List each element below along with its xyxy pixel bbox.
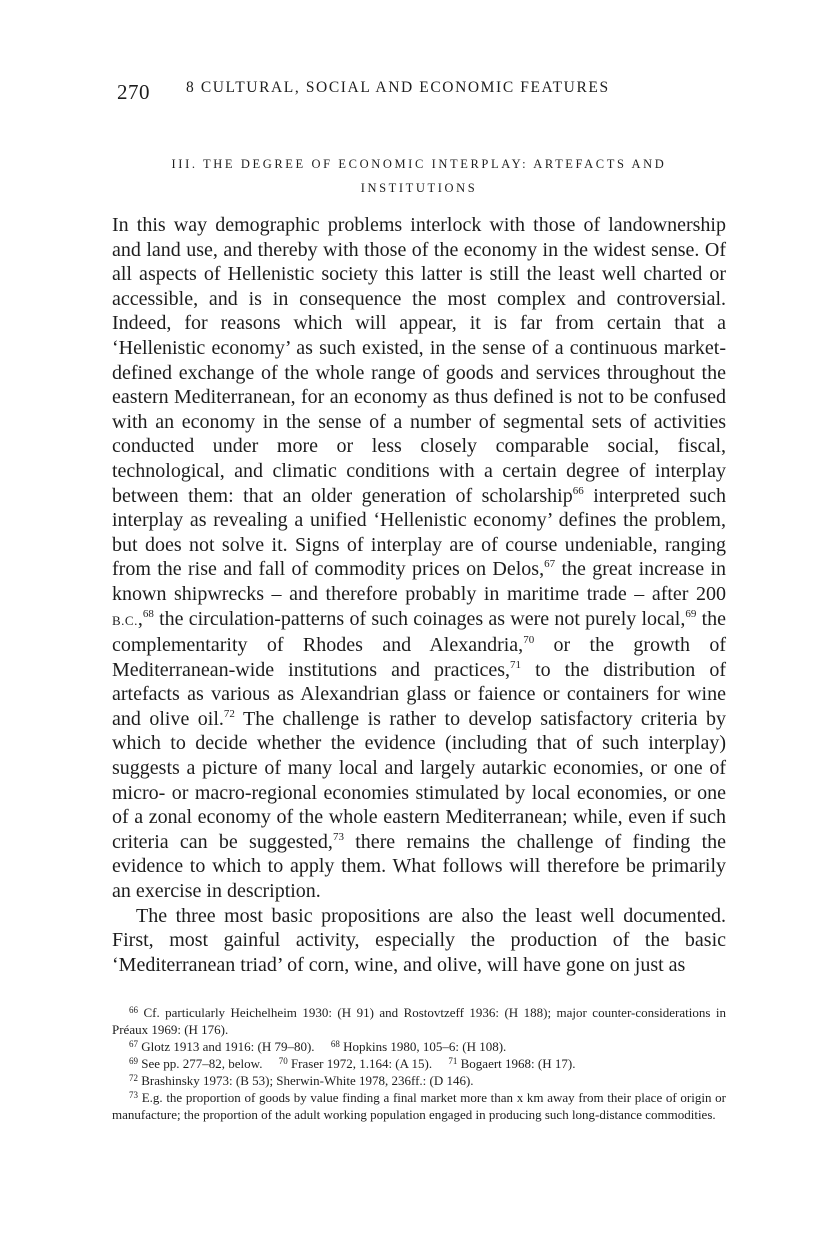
footnote-number: 66 [129, 1005, 138, 1015]
footnote-row [112, 1038, 726, 1055]
paragraph-1-text: the great increase in known shipwrecks – and therefore probably in maritime trade – after 200 [112, 558, 727, 605]
paragraph-1-text: interpreted such interplay as revealing a unified ‘Hellenistic economy’ defines the problem, but does not solve it. Signs of interplay are of course undeniable, ranging from the rise and fall of commodity prices on Delos, [112, 484, 727, 581]
page-number: 270 [117, 80, 150, 104]
body-text [112, 213, 726, 977]
footnotes [112, 1004, 726, 1123]
section-heading-line1: III. THE DEGREE OF ECONOMIC INTERPLAY: ARTEFACTS AND [171, 157, 667, 171]
footnote-number: 72 [129, 1073, 138, 1083]
footnote-text: Cf. particularly Heichelheim 1930: (H 91) and Rostovtzeff 1936: (H 188); major counter-considerations in Préaux 1969: (H 176). [112, 1005, 726, 1037]
footnote-number: 69 [129, 1056, 138, 1066]
paragraph-1-text: or the growth of Mediterranean-wide institutions and practices, [112, 634, 726, 681]
footnote-ref-73: 73 [332, 830, 344, 843]
footnote-number: 67 [129, 1039, 138, 1049]
paragraph-1 [112, 213, 726, 904]
footnote-ref-66: 66 [572, 484, 584, 497]
section-heading-line2: INSTITUTIONS [360, 181, 478, 195]
footnote-ref-72: 72 [223, 707, 235, 720]
footnote-ref-70: 70 [523, 634, 535, 647]
section-heading [112, 152, 726, 200]
footnote-text: Bogaert 1968: (H 17). [457, 1056, 576, 1071]
paragraph-1-text: to the distribution of artefacts as various as Alexandrian glass or faience or containers for wine and olive oil. [112, 658, 726, 730]
era-abbreviation: B.C. [112, 612, 138, 628]
paragraph-1-text: , [137, 607, 143, 630]
footnote-73 [112, 1089, 726, 1123]
footnote-text: E.g. the proportion of goods by value finding a final market more than x km away from their place of origin or manufacture; the proportion of the adult working population engaged in producing such long-distance commodities. [112, 1090, 726, 1122]
paragraph-1-text: there remains the challenge of finding the evidence to which to apply them. What follows will therefore be primarily an exercise in description. [112, 830, 726, 903]
footnote-number: 71 [448, 1056, 458, 1066]
paragraph-2: The three most basic propositions are also the least well documented. First, most gainful activity, especially the production of the basic ‘Mediterranean triad’ of corn, wine, and olive, will have gone on just as [112, 904, 726, 976]
footnote-ref-68: 68 [142, 607, 154, 620]
footnote-66 [112, 1004, 726, 1038]
footnote-text: Hopkins 1980, 105–6: (H 108). [339, 1039, 507, 1054]
footnote-ref-71: 71 [510, 658, 522, 671]
paragraph-1-text: The challenge is rather to develop satisfactory criteria by which to decide whether the evidence (including that of such interplay) suggests a picture of many local and largely autarkic economies, or one of micro- or macro-regional economies stimulated by local economies, or one of a zonal economy of the whole eastern Mediterranean; while, even if such criteria can be suggested, [112, 707, 727, 853]
footnote-text: Brashinsky 1973: (B 53); Sherwin-White 1978, 236ff.: (D 146). [138, 1073, 474, 1088]
footnote-number: 68 [330, 1039, 340, 1049]
running-head: 8 CULTURAL, SOCIAL AND ECONOMIC FEATURES [186, 79, 610, 96]
footnote-text: Fraser 1972, 1.164: (A 15). [287, 1056, 449, 1071]
footnote-ref-67: 67 [544, 558, 556, 571]
footnote-row [112, 1055, 726, 1072]
footnote-ref-69: 69 [685, 607, 697, 620]
footnote-number: 73 [129, 1090, 138, 1100]
paragraph-1-text: In this way demographic problems interlock with those of landownership and land use, and thereby with those of the economy in the widest sense. Of all aspects of Hellenistic society this latter is still the least well charted or accessible, and is in consequence the most complex and controversial. Indeed, for reasons which will appear, it is far from certain that a ‘Hellenistic economy’ as such existed, in the sense of a continuous market-defined exchange of the whole range of goods and services throughout the eastern Mediterranean, for an economy as thus defined is not to be confused with an economy in the sense of a number of segmental sets of activities conducted under more or less closely comparable social, fiscal, technological, and climatic conditions with a certain degree of interplay between them: that an older generation of scholarship [112, 214, 726, 507]
paragraph-1-text: the complementarity of Rhodes and Alexandria, [112, 607, 727, 657]
footnote-number: 70 [278, 1056, 288, 1066]
footnote-text: Glotz 1913 and 1916: (H 79–80). [138, 1039, 331, 1054]
footnote-text: See pp. 277–82, below. [138, 1056, 279, 1071]
footnote-row [112, 1072, 726, 1089]
paragraph-1-text: the circulation-patterns of such coinages as were not purely local, [153, 607, 686, 630]
